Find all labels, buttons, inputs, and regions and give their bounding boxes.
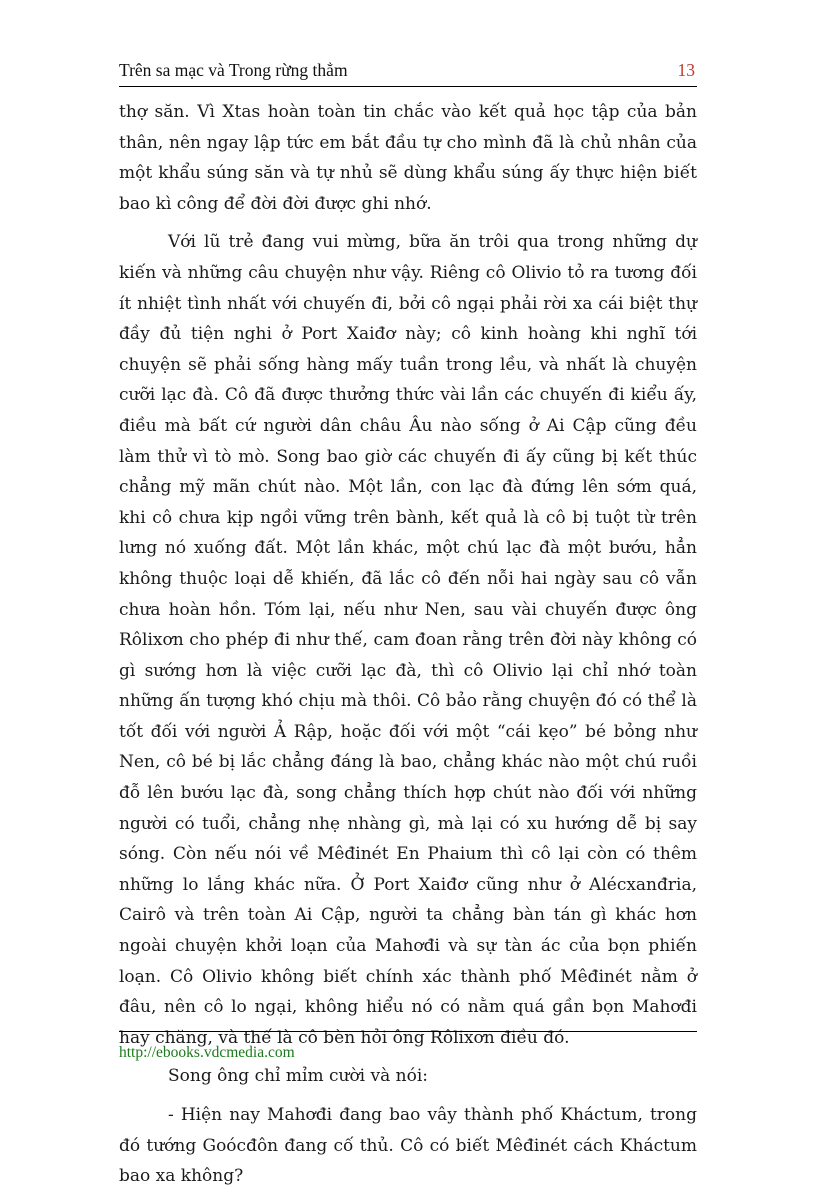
- body-text: [119, 97, 697, 1200]
- page-number: 13: [677, 60, 695, 80]
- footer-divider: [119, 1031, 697, 1032]
- book-title: Trên sa mạc và Trong rừng thẳm: [119, 60, 348, 80]
- paragraph: - Hiện nay Mahơđi đang bao vây thành phố Kháctum, trong đó tướng Goócđôn đang cố thủ. Cô có biết Mêđinét cách Kháctum bao xa không?: [119, 1105, 697, 1187]
- page-header: [119, 60, 697, 87]
- footer-link[interactable]: http://ebooks.vdcmedia.com: [119, 1044, 295, 1061]
- paragraph: thợ săn. Vì Xtas hoàn toàn tin chắc vào kết quả học tập của bản thân, nên ngay lập tức em bắt đầu tự cho mình đã là chủ nhân của một khẩu súng săn và tự nhủ sẽ dùng khẩu súng ấy thực hiện biết bao kì công để đời đời được ghi nhớ.: [119, 102, 697, 214]
- paragraph: Với lũ trẻ đang vui mừng, bữa ăn trôi qua trong những dự kiến và những câu chuyện như vậy. Riêng cô Olivio tỏ ra tương đối ít nhiệt tình nhất với chuyến đi, bởi cô ngại phải rời xa cái biệt thự đầy đủ tiện nghi ở Port Xaiđơ này; cô kinh hoàng khi nghĩ tới chuyện sẽ phải sống hàng mấy tuần trong lều, và nhất là chuyện cưỡi lạc đà. Cô đã được thưởng thức vài lần các chuyến đi kiểu ấy, điều mà bất cứ người dân châu Âu nào sống ở Ai Cập cũng đều làm thử vì tò mò. Song bao giờ các chuyến đi ấy cũng bị kết thúc chẳng mỹ mãn chút nào. Một lần, con lạc đà đứng lên sớm quá, khi cô chưa kịp ngồi vững trên bành, kết quả là cô bị tuột từ trên lưng nó xuống đất. Một lần khác, một chú lạc đà một bướu, hẳn không thuộc loại dễ khiến, đã lắc cô đến nỗi hai ngày sau cô vẫn chưa hoàn hồn. Tóm lại, nếu như Nen, sau vài chuyến được ông Rôlixơn cho phép đi như thế, cam đoan rằng trên đời này không có gì sướng hơn là việc cưỡi lạc đà, thì cô Olivio lại chỉ nhớ toàn những ấn tượng khó chịu mà thôi. Cô bảo rằng chuyện đó có thể là tốt đối với người Ả Rập, hoặc đối với một “cái kẹo” bé bỏng như Nen, cô bé bị lắc chẳng đáng là bao, chẳng khác nào một chú ruồi đỗ lên bướu lạc đà, song chẳng thích hợp chút nào đối với những người có tuổi, chẳng nhẹ nhàng gì, mà lại có xu hướng dễ bị say sóng. Còn nếu nói về Mêđinét En Phaium thì cô lại còn có thêm những lo lắng khác nữa. Ở Port Xaiđơ cũng như ở Alécxanđria, Cairô và trên toàn Ai Cập, người ta chẳng bàn tán gì khác hơn ngoài chuyện khởi loạn của Mahơđi và sự tàn ác của bọn phiến loạn. Cô Olivio không biết chính xác thành phố Mêđinét nằm ở đâu, nên cô lo ngại, không hiểu nó có nằm quá gần bọn Mahơđi hay chăng, và thế là cô bèn hỏi ông Rôlixơn điều đó.: [119, 232, 697, 1048]
- paragraph: Song ông chỉ mỉm cười và nói:: [168, 1066, 429, 1087]
